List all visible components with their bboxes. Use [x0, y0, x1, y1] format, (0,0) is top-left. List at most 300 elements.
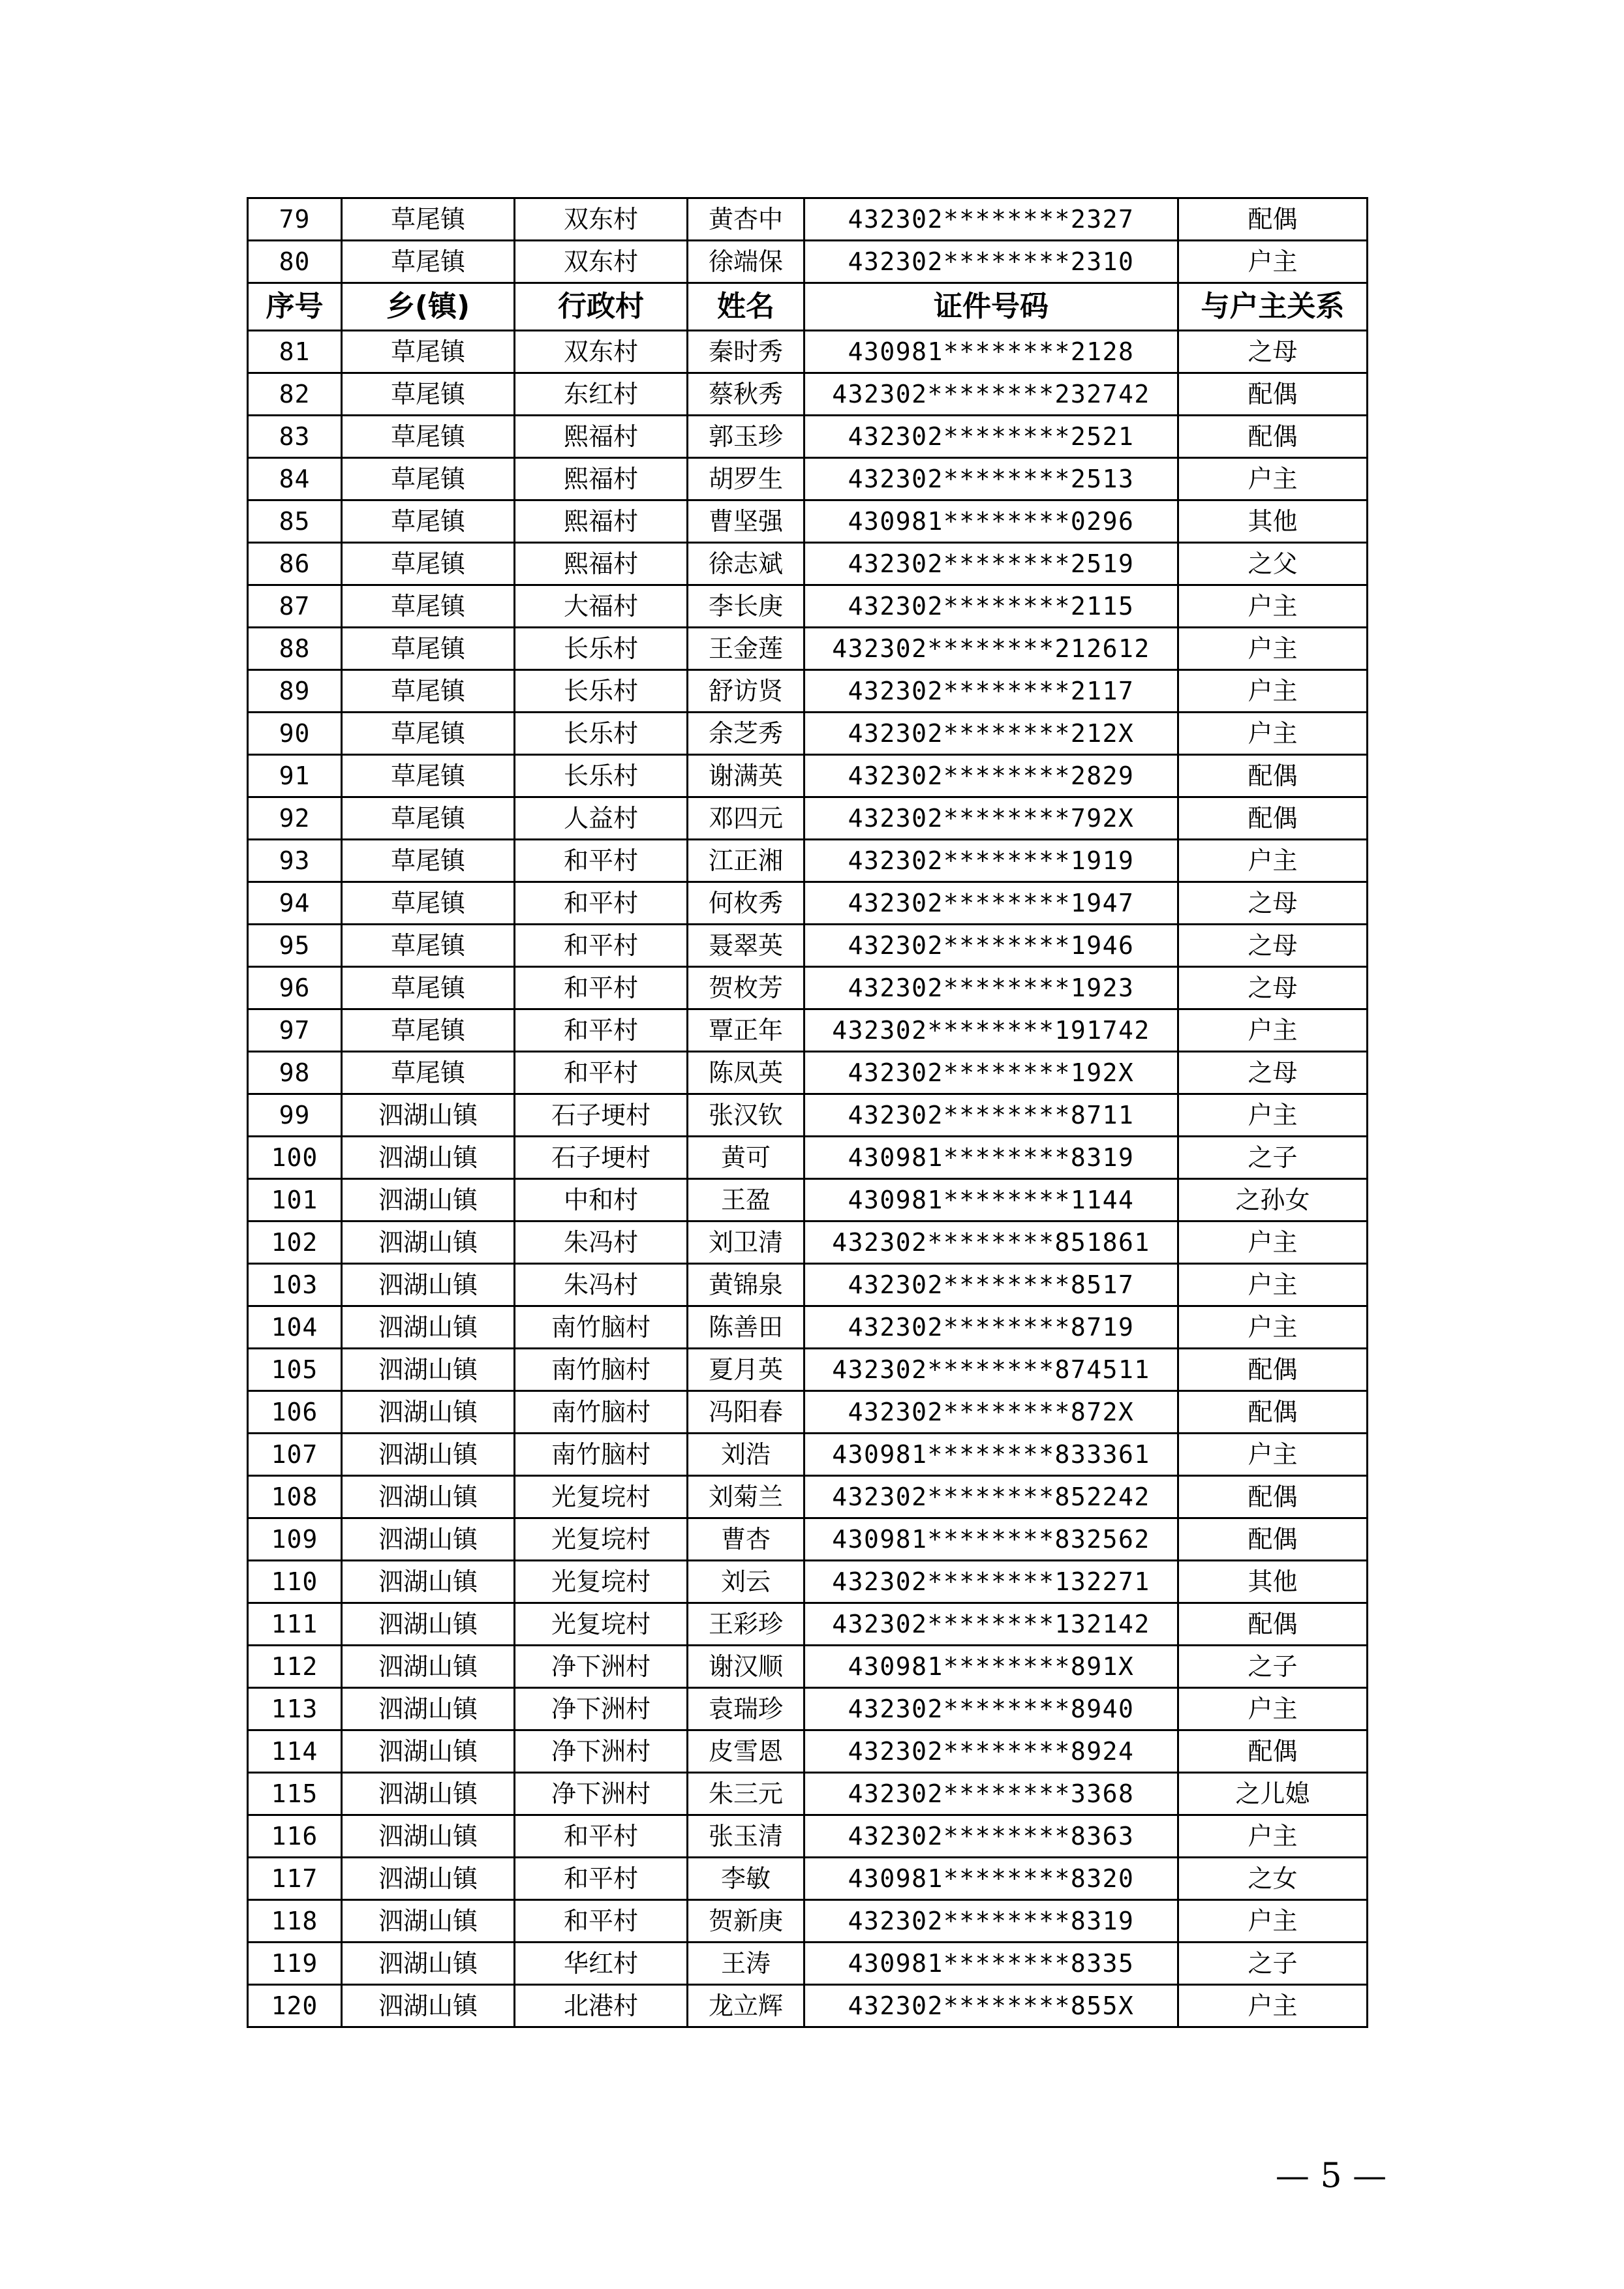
cell-no: 80 — [248, 241, 342, 283]
cell-relation: 户主 — [1178, 241, 1368, 283]
cell-no: 104 — [248, 1306, 342, 1349]
cell-no: 87 — [248, 585, 342, 628]
table-body-main — [248, 331, 1368, 2027]
table-row — [248, 755, 1368, 797]
cell-village: 光复垸村 — [515, 1476, 688, 1518]
cell-relation: 配偶 — [1178, 198, 1368, 241]
cell-relation: 其他 — [1178, 1561, 1368, 1603]
header-village: 行政村 — [515, 283, 688, 331]
cell-name: 秦时秀 — [688, 331, 804, 373]
cell-id: 432302********851861 — [804, 1221, 1178, 1264]
cell-village: 和平村 — [515, 967, 688, 1009]
cell-name: 陈善田 — [688, 1306, 804, 1349]
cell-town: 草尾镇 — [342, 416, 515, 458]
cell-village: 长乐村 — [515, 713, 688, 755]
cell-name: 袁瑞珍 — [688, 1688, 804, 1730]
cell-relation: 配偶 — [1178, 1476, 1368, 1518]
table-row — [248, 840, 1368, 882]
cell-name: 李敏 — [688, 1858, 804, 1900]
cell-town: 泗湖山镇 — [342, 1264, 515, 1306]
table-row — [248, 1773, 1368, 1815]
table-body-top — [248, 198, 1368, 283]
cell-no: 84 — [248, 458, 342, 500]
cell-town: 泗湖山镇 — [342, 1815, 515, 1858]
cell-no: 114 — [248, 1730, 342, 1773]
cell-village: 北港村 — [515, 1985, 688, 2027]
cell-village: 朱冯村 — [515, 1221, 688, 1264]
cell-village: 和平村 — [515, 1815, 688, 1858]
cell-no: 120 — [248, 1985, 342, 2027]
cell-id: 432302********232742 — [804, 373, 1178, 416]
table-row — [248, 585, 1368, 628]
cell-name: 黄锦泉 — [688, 1264, 804, 1306]
cell-no: 109 — [248, 1518, 342, 1561]
cell-town: 草尾镇 — [342, 670, 515, 713]
cell-town: 草尾镇 — [342, 755, 515, 797]
cell-no: 89 — [248, 670, 342, 713]
cell-town: 草尾镇 — [342, 797, 515, 840]
table-row — [248, 1264, 1368, 1306]
table-row — [248, 797, 1368, 840]
cell-no: 82 — [248, 373, 342, 416]
header-name: 姓名 — [688, 283, 804, 331]
cell-no: 106 — [248, 1391, 342, 1434]
cell-village: 中和村 — [515, 1179, 688, 1221]
cell-no: 79 — [248, 198, 342, 241]
cell-town: 草尾镇 — [342, 925, 515, 967]
cell-village: 长乐村 — [515, 628, 688, 670]
header-town: 乡(镇) — [342, 283, 515, 331]
cell-town: 泗湖山镇 — [342, 1943, 515, 1985]
table-row — [248, 1561, 1368, 1603]
cell-name: 黄可 — [688, 1137, 804, 1179]
table-row — [248, 373, 1368, 416]
cell-village: 大福村 — [515, 585, 688, 628]
table-row — [248, 670, 1368, 713]
cell-relation: 其他 — [1178, 500, 1368, 543]
cell-name: 冯阳春 — [688, 1391, 804, 1434]
cell-village: 双东村 — [515, 198, 688, 241]
cell-name: 覃正年 — [688, 1009, 804, 1052]
cell-name: 邓四元 — [688, 797, 804, 840]
table-row — [248, 1349, 1368, 1391]
cell-town: 泗湖山镇 — [342, 1985, 515, 2027]
cell-name: 贺枚芳 — [688, 967, 804, 1009]
cell-no: 94 — [248, 882, 342, 925]
cell-no: 101 — [248, 1179, 342, 1221]
cell-relation: 配偶 — [1178, 1730, 1368, 1773]
cell-relation: 配偶 — [1178, 1518, 1368, 1561]
cell-village: 南竹脑村 — [515, 1434, 688, 1476]
page-number: — 5 — — [1275, 2157, 1387, 2196]
table-row — [248, 1137, 1368, 1179]
cell-relation: 户主 — [1178, 1688, 1368, 1730]
cell-id: 432302********8711 — [804, 1094, 1178, 1137]
cell-village: 净下洲村 — [515, 1730, 688, 1773]
cell-no: 115 — [248, 1773, 342, 1815]
cell-name: 李长庚 — [688, 585, 804, 628]
table-row — [248, 458, 1368, 500]
cell-village: 东红村 — [515, 373, 688, 416]
cell-id: 430981********8320 — [804, 1858, 1178, 1900]
cell-town: 草尾镇 — [342, 198, 515, 241]
cell-id: 432302********792X — [804, 797, 1178, 840]
cell-id: 432302********212612 — [804, 628, 1178, 670]
cell-id: 432302********2327 — [804, 198, 1178, 241]
cell-town: 泗湖山镇 — [342, 1646, 515, 1688]
cell-no: 113 — [248, 1688, 342, 1730]
cell-id: 432302********191742 — [804, 1009, 1178, 1052]
cell-town: 草尾镇 — [342, 458, 515, 500]
table-row — [248, 1730, 1368, 1773]
cell-no: 93 — [248, 840, 342, 882]
cell-id: 432302********2115 — [804, 585, 1178, 628]
cell-town: 泗湖山镇 — [342, 1730, 515, 1773]
cell-no: 99 — [248, 1094, 342, 1137]
cell-name: 皮雪恩 — [688, 1730, 804, 1773]
cell-name: 余芝秀 — [688, 713, 804, 755]
cell-name: 王彩珍 — [688, 1603, 804, 1646]
cell-relation: 配偶 — [1178, 1603, 1368, 1646]
cell-village: 和平村 — [515, 882, 688, 925]
cell-no: 96 — [248, 967, 342, 1009]
cell-village: 石子埂村 — [515, 1137, 688, 1179]
cell-relation: 户主 — [1178, 1009, 1368, 1052]
cell-town: 泗湖山镇 — [342, 1349, 515, 1391]
cell-town: 草尾镇 — [342, 840, 515, 882]
cell-name: 郭玉珍 — [688, 416, 804, 458]
cell-name: 谢满英 — [688, 755, 804, 797]
cell-name: 朱三元 — [688, 1773, 804, 1815]
cell-town: 泗湖山镇 — [342, 1221, 515, 1264]
cell-town: 泗湖山镇 — [342, 1561, 515, 1603]
table-row — [248, 1985, 1368, 2027]
table-row — [248, 241, 1368, 283]
cell-id: 432302********8363 — [804, 1815, 1178, 1858]
cell-no: 103 — [248, 1264, 342, 1306]
cell-name: 刘云 — [688, 1561, 804, 1603]
cell-no: 90 — [248, 713, 342, 755]
cell-name: 徐端保 — [688, 241, 804, 283]
table-row — [248, 416, 1368, 458]
cell-relation: 配偶 — [1178, 797, 1368, 840]
cell-relation: 之母 — [1178, 331, 1368, 373]
cell-id: 432302********1947 — [804, 882, 1178, 925]
cell-town: 泗湖山镇 — [342, 1137, 515, 1179]
table-row — [248, 1688, 1368, 1730]
cell-village: 净下洲村 — [515, 1688, 688, 1730]
cell-id: 432302********132142 — [804, 1603, 1178, 1646]
cell-no: 107 — [248, 1434, 342, 1476]
table-row — [248, 1646, 1368, 1688]
table-row — [248, 1179, 1368, 1221]
cell-name: 张汉钦 — [688, 1094, 804, 1137]
cell-name: 刘菊兰 — [688, 1476, 804, 1518]
cell-no: 92 — [248, 797, 342, 840]
cell-id: 432302********2513 — [804, 458, 1178, 500]
cell-town: 草尾镇 — [342, 585, 515, 628]
table-row — [248, 1009, 1368, 1052]
cell-village: 熙福村 — [515, 416, 688, 458]
cell-village: 朱冯村 — [515, 1264, 688, 1306]
cell-relation: 之女 — [1178, 1858, 1368, 1900]
cell-village: 人益村 — [515, 797, 688, 840]
cell-id: 432302********3368 — [804, 1773, 1178, 1815]
cell-town: 泗湖山镇 — [342, 1900, 515, 1943]
cell-relation: 配偶 — [1178, 416, 1368, 458]
cell-relation: 之母 — [1178, 925, 1368, 967]
cell-id: 432302********2521 — [804, 416, 1178, 458]
cell-no: 100 — [248, 1137, 342, 1179]
cell-village: 熙福村 — [515, 543, 688, 585]
cell-id: 430981********1144 — [804, 1179, 1178, 1221]
cell-name: 刘浩 — [688, 1434, 804, 1476]
cell-no: 112 — [248, 1646, 342, 1688]
cell-town: 草尾镇 — [342, 500, 515, 543]
cell-id: 430981********833361 — [804, 1434, 1178, 1476]
table-row — [248, 331, 1368, 373]
cell-name: 舒访贤 — [688, 670, 804, 713]
household-roster-table — [247, 197, 1368, 2028]
cell-relation: 之儿媳 — [1178, 1773, 1368, 1815]
cell-relation: 户主 — [1178, 1985, 1368, 2027]
cell-id: 432302********1946 — [804, 925, 1178, 967]
cell-relation: 户主 — [1178, 1221, 1368, 1264]
table-row — [248, 1943, 1368, 1985]
cell-relation: 户主 — [1178, 670, 1368, 713]
table-row — [248, 967, 1368, 1009]
table-row — [248, 1221, 1368, 1264]
header-no: 序号 — [248, 283, 342, 331]
cell-relation: 配偶 — [1178, 755, 1368, 797]
cell-name: 江正湘 — [688, 840, 804, 882]
cell-village: 光复垸村 — [515, 1603, 688, 1646]
cell-relation: 户主 — [1178, 1900, 1368, 1943]
cell-town: 泗湖山镇 — [342, 1858, 515, 1900]
table-row — [248, 1306, 1368, 1349]
table-row — [248, 1391, 1368, 1434]
header-row — [248, 283, 1368, 331]
cell-relation: 之父 — [1178, 543, 1368, 585]
cell-village: 长乐村 — [515, 670, 688, 713]
cell-village: 和平村 — [515, 840, 688, 882]
cell-id: 432302********212X — [804, 713, 1178, 755]
cell-name: 聂翠英 — [688, 925, 804, 967]
cell-name: 黄杏中 — [688, 198, 804, 241]
table-row — [248, 1476, 1368, 1518]
table-row — [248, 1815, 1368, 1858]
cell-town: 泗湖山镇 — [342, 1179, 515, 1221]
cell-relation: 户主 — [1178, 1306, 1368, 1349]
cell-no: 118 — [248, 1900, 342, 1943]
cell-id: 432302********874511 — [804, 1349, 1178, 1391]
cell-id: 430981********832562 — [804, 1518, 1178, 1561]
cell-town: 草尾镇 — [342, 967, 515, 1009]
cell-relation: 户主 — [1178, 1434, 1368, 1476]
cell-id: 432302********8517 — [804, 1264, 1178, 1306]
cell-id: 432302********855X — [804, 1985, 1178, 2027]
table-row — [248, 543, 1368, 585]
cell-relation: 之子 — [1178, 1943, 1368, 1985]
cell-id: 430981********8335 — [804, 1943, 1178, 1985]
cell-id: 432302********8940 — [804, 1688, 1178, 1730]
cell-id: 432302********2117 — [804, 670, 1178, 713]
cell-town: 草尾镇 — [342, 1052, 515, 1094]
cell-id: 430981********891X — [804, 1646, 1178, 1688]
cell-relation: 户主 — [1178, 628, 1368, 670]
cell-village: 和平村 — [515, 1009, 688, 1052]
cell-relation: 户主 — [1178, 1094, 1368, 1137]
cell-no: 81 — [248, 331, 342, 373]
cell-id: 432302********192X — [804, 1052, 1178, 1094]
table-row — [248, 882, 1368, 925]
cell-id: 432302********8719 — [804, 1306, 1178, 1349]
cell-village: 光复垸村 — [515, 1561, 688, 1603]
cell-relation: 之子 — [1178, 1137, 1368, 1179]
cell-no: 102 — [248, 1221, 342, 1264]
cell-relation: 户主 — [1178, 1264, 1368, 1306]
cell-id: 432302********1923 — [804, 967, 1178, 1009]
cell-name: 刘卫清 — [688, 1221, 804, 1264]
cell-village: 华红村 — [515, 1943, 688, 1985]
cell-id: 432302********132271 — [804, 1561, 1178, 1603]
cell-id: 432302********8319 — [804, 1900, 1178, 1943]
table-row — [248, 713, 1368, 755]
table-row — [248, 198, 1368, 241]
cell-relation: 配偶 — [1178, 1391, 1368, 1434]
cell-village: 长乐村 — [515, 755, 688, 797]
table-row — [248, 925, 1368, 967]
cell-id: 432302********2519 — [804, 543, 1178, 585]
cell-town: 泗湖山镇 — [342, 1688, 515, 1730]
cell-village: 和平村 — [515, 925, 688, 967]
cell-village: 净下洲村 — [515, 1773, 688, 1815]
cell-no: 98 — [248, 1052, 342, 1094]
cell-name: 王盈 — [688, 1179, 804, 1221]
cell-id: 432302********872X — [804, 1391, 1178, 1434]
cell-no: 108 — [248, 1476, 342, 1518]
cell-relation: 之子 — [1178, 1646, 1368, 1688]
cell-town: 草尾镇 — [342, 543, 515, 585]
table-row — [248, 1052, 1368, 1094]
cell-town: 草尾镇 — [342, 628, 515, 670]
cell-no: 88 — [248, 628, 342, 670]
table-row — [248, 1900, 1368, 1943]
cell-id: 432302********852242 — [804, 1476, 1178, 1518]
cell-village: 石子埂村 — [515, 1094, 688, 1137]
cell-name: 龙立辉 — [688, 1985, 804, 2027]
table-row — [248, 1518, 1368, 1561]
cell-town: 草尾镇 — [342, 373, 515, 416]
table-row — [248, 1858, 1368, 1900]
cell-no: 110 — [248, 1561, 342, 1603]
cell-no: 119 — [248, 1943, 342, 1985]
table-row — [248, 628, 1368, 670]
cell-name: 贺新庚 — [688, 1900, 804, 1943]
cell-village: 南竹脑村 — [515, 1306, 688, 1349]
cell-relation: 户主 — [1178, 458, 1368, 500]
cell-village: 光复垸村 — [515, 1518, 688, 1561]
table-row — [248, 1434, 1368, 1476]
cell-village: 熙福村 — [515, 500, 688, 543]
cell-relation: 配偶 — [1178, 1349, 1368, 1391]
cell-relation: 户主 — [1178, 713, 1368, 755]
cell-no: 105 — [248, 1349, 342, 1391]
header-relation: 与户主关系 — [1178, 283, 1368, 331]
cell-no: 91 — [248, 755, 342, 797]
table-row — [248, 500, 1368, 543]
cell-name: 陈凤英 — [688, 1052, 804, 1094]
cell-village: 熙福村 — [515, 458, 688, 500]
cell-no: 97 — [248, 1009, 342, 1052]
cell-town: 草尾镇 — [342, 241, 515, 283]
cell-village: 双东村 — [515, 241, 688, 283]
cell-no: 117 — [248, 1858, 342, 1900]
cell-relation: 户主 — [1178, 1815, 1368, 1858]
cell-town: 草尾镇 — [342, 331, 515, 373]
cell-town: 泗湖山镇 — [342, 1434, 515, 1476]
cell-relation: 之孙女 — [1178, 1179, 1368, 1221]
cell-id: 432302********1919 — [804, 840, 1178, 882]
cell-name: 徐志斌 — [688, 543, 804, 585]
cell-name: 胡罗生 — [688, 458, 804, 500]
cell-no: 86 — [248, 543, 342, 585]
cell-no: 116 — [248, 1815, 342, 1858]
cell-town: 泗湖山镇 — [342, 1476, 515, 1518]
cell-id: 430981********8319 — [804, 1137, 1178, 1179]
cell-town: 泗湖山镇 — [342, 1773, 515, 1815]
cell-town: 草尾镇 — [342, 713, 515, 755]
cell-town: 草尾镇 — [342, 1009, 515, 1052]
cell-town: 泗湖山镇 — [342, 1094, 515, 1137]
cell-id: 430981********0296 — [804, 500, 1178, 543]
cell-no: 111 — [248, 1603, 342, 1646]
cell-name: 蔡秋秀 — [688, 373, 804, 416]
cell-village: 和平村 — [515, 1052, 688, 1094]
table-row — [248, 1603, 1368, 1646]
cell-name: 谢汉顺 — [688, 1646, 804, 1688]
cell-relation: 户主 — [1178, 840, 1368, 882]
table-header — [248, 283, 1368, 331]
cell-relation: 之母 — [1178, 967, 1368, 1009]
cell-village: 和平村 — [515, 1858, 688, 1900]
cell-village: 净下洲村 — [515, 1646, 688, 1688]
table-row — [248, 1094, 1368, 1137]
cell-town: 泗湖山镇 — [342, 1603, 515, 1646]
cell-id: 432302********8924 — [804, 1730, 1178, 1773]
cell-village: 和平村 — [515, 1900, 688, 1943]
cell-town: 泗湖山镇 — [342, 1306, 515, 1349]
cell-no: 83 — [248, 416, 342, 458]
cell-relation: 之母 — [1178, 882, 1368, 925]
cell-relation: 户主 — [1178, 585, 1368, 628]
cell-id: 430981********2128 — [804, 331, 1178, 373]
header-id: 证件号码 — [804, 283, 1178, 331]
cell-name: 何枚秀 — [688, 882, 804, 925]
cell-name: 王涛 — [688, 1943, 804, 1985]
cell-town: 泗湖山镇 — [342, 1518, 515, 1561]
cell-name: 王金莲 — [688, 628, 804, 670]
cell-no: 85 — [248, 500, 342, 543]
cell-relation: 配偶 — [1178, 373, 1368, 416]
cell-name: 曹坚强 — [688, 500, 804, 543]
cell-town: 泗湖山镇 — [342, 1391, 515, 1434]
cell-town: 草尾镇 — [342, 882, 515, 925]
cell-name: 夏月英 — [688, 1349, 804, 1391]
cell-id: 432302********2829 — [804, 755, 1178, 797]
cell-village: 双东村 — [515, 331, 688, 373]
cell-name: 张玉清 — [688, 1815, 804, 1858]
